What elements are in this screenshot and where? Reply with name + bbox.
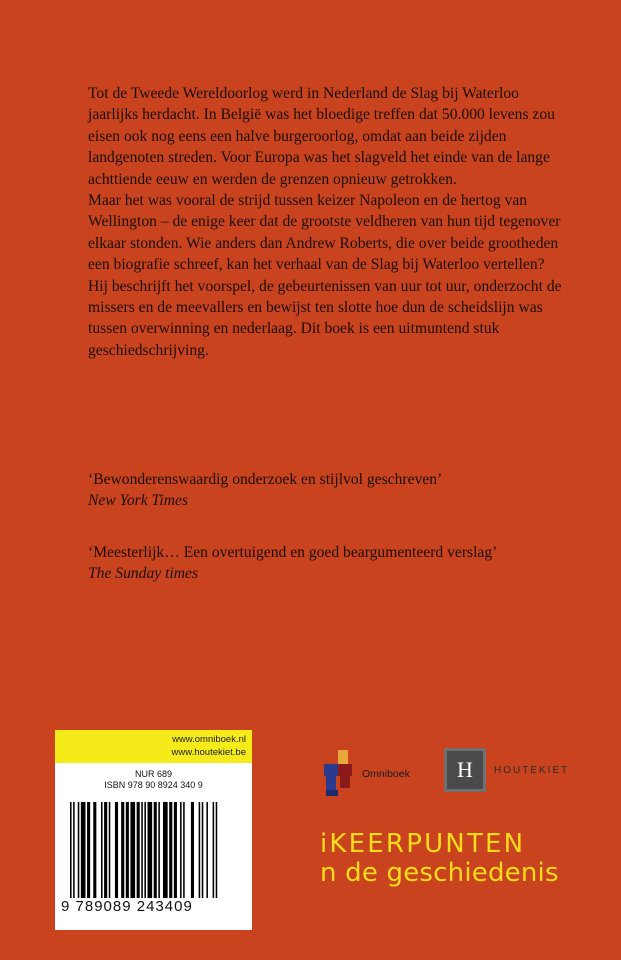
barcode-bar <box>121 802 124 898</box>
blurb-paragraph: Maar het was vooral de strijd tussen keizer Napoleon en de hertog van Wellington – de enige keer dat de grootste veldheren van hun tijd tegenover elkaar stonden. Wie anders dan Andrew Roberts, die over beide grootheden een biografie schreef, kan het verhaal van de Slag bij Waterloo vertellen? <box>88 192 561 274</box>
barcode-bar <box>191 802 194 898</box>
barcode-bar <box>109 802 111 898</box>
barcode-bar <box>144 802 146 898</box>
blurb-text <box>88 83 568 361</box>
barcode-bar <box>206 802 208 898</box>
barcode-bar <box>202 802 204 898</box>
blurb-paragraph: Hij beschrijft het voorspel, de gebeurtenissen van uur tot uur, onderzocht de missers en de meevallers en bewijst ten slotte hoe dun de scheidslijn was tussen overwinning en nederlaag. Dit boek is een uitmuntend stuk geschiedschrijving. <box>88 277 562 359</box>
barcode-bar <box>183 802 185 898</box>
barcode-bar <box>154 802 157 898</box>
barcode-bar <box>130 802 135 898</box>
barcode-bar <box>163 802 168 898</box>
barcode-bar <box>174 802 177 898</box>
barcode-bar <box>101 802 103 898</box>
barcode-graphic <box>70 802 238 902</box>
quote-source: New York Times <box>88 492 188 510</box>
omniboek-label: Omniboek <box>362 768 410 780</box>
barcode-bar <box>104 802 107 898</box>
series-title <box>320 830 559 888</box>
review-quote <box>88 469 568 512</box>
barcode-bar <box>73 802 75 898</box>
barcode-bar <box>141 802 143 898</box>
houtekiet-letter: H <box>457 757 473 782</box>
blurb-paragraph: Tot de Tweede Wereldoorlog werd in Nederland de Slag bij Waterloo jaarlijks herdacht. In België was het bloedige treffen dat 50.000 levens zou eisen ook nog eens een halve burgeroorlog, omdat aan beide zijden landgenoten streden. Voor Europa was het slagveld het einde van de lange achttiende eeuw en werden de grenzen opnieuw getrokken. <box>88 85 555 188</box>
barcode-bar <box>180 802 182 898</box>
houtekiet-logo <box>444 748 570 796</box>
houtekiet-label: HOUTEKIET <box>494 765 570 776</box>
barcode-bar <box>148 802 153 898</box>
review-quote <box>88 542 568 585</box>
omniboek-logo <box>320 748 440 798</box>
barcode-bar <box>115 802 118 898</box>
barcode-panel <box>55 730 252 930</box>
barcode-bar <box>213 802 215 898</box>
barcode-digits: 9 789089 243409 <box>61 898 193 915</box>
series-title-line2: n de geschiedenis <box>320 858 559 888</box>
quote-text: ‘Bewonderenswaardig onderzoek en stijlvol geschreven’ <box>88 471 443 488</box>
barcode-bar <box>137 802 140 898</box>
barcode-bar <box>169 802 172 898</box>
barcode-bar <box>199 802 201 898</box>
url-strip <box>55 730 252 763</box>
omniboek-icon <box>320 748 360 798</box>
nur-code: NUR 689 <box>134 769 172 779</box>
barcode-bar <box>70 802 72 898</box>
barcode-bar <box>216 802 218 898</box>
barcode-bar <box>126 802 129 898</box>
barcode-bar <box>93 802 96 898</box>
publisher-url: www.houtekiet.be <box>171 747 246 758</box>
barcode-bar <box>87 802 90 898</box>
houtekiet-icon <box>444 748 486 792</box>
isbn-text: ISBN 978 90 8924 340 9 <box>104 780 203 790</box>
publisher-url: www.omniboek.nl <box>172 734 246 745</box>
series-title-line1: iKEERPUNTEN <box>320 829 526 859</box>
barcode-bar <box>81 802 86 898</box>
quote-source: The Sunday times <box>88 565 199 583</box>
quote-text: ‘Meesterlijk… Een overtuigend en goed beargumenteerd verslag’ <box>88 544 498 561</box>
barcode-bar <box>158 802 160 898</box>
barcode-bar <box>78 802 80 898</box>
